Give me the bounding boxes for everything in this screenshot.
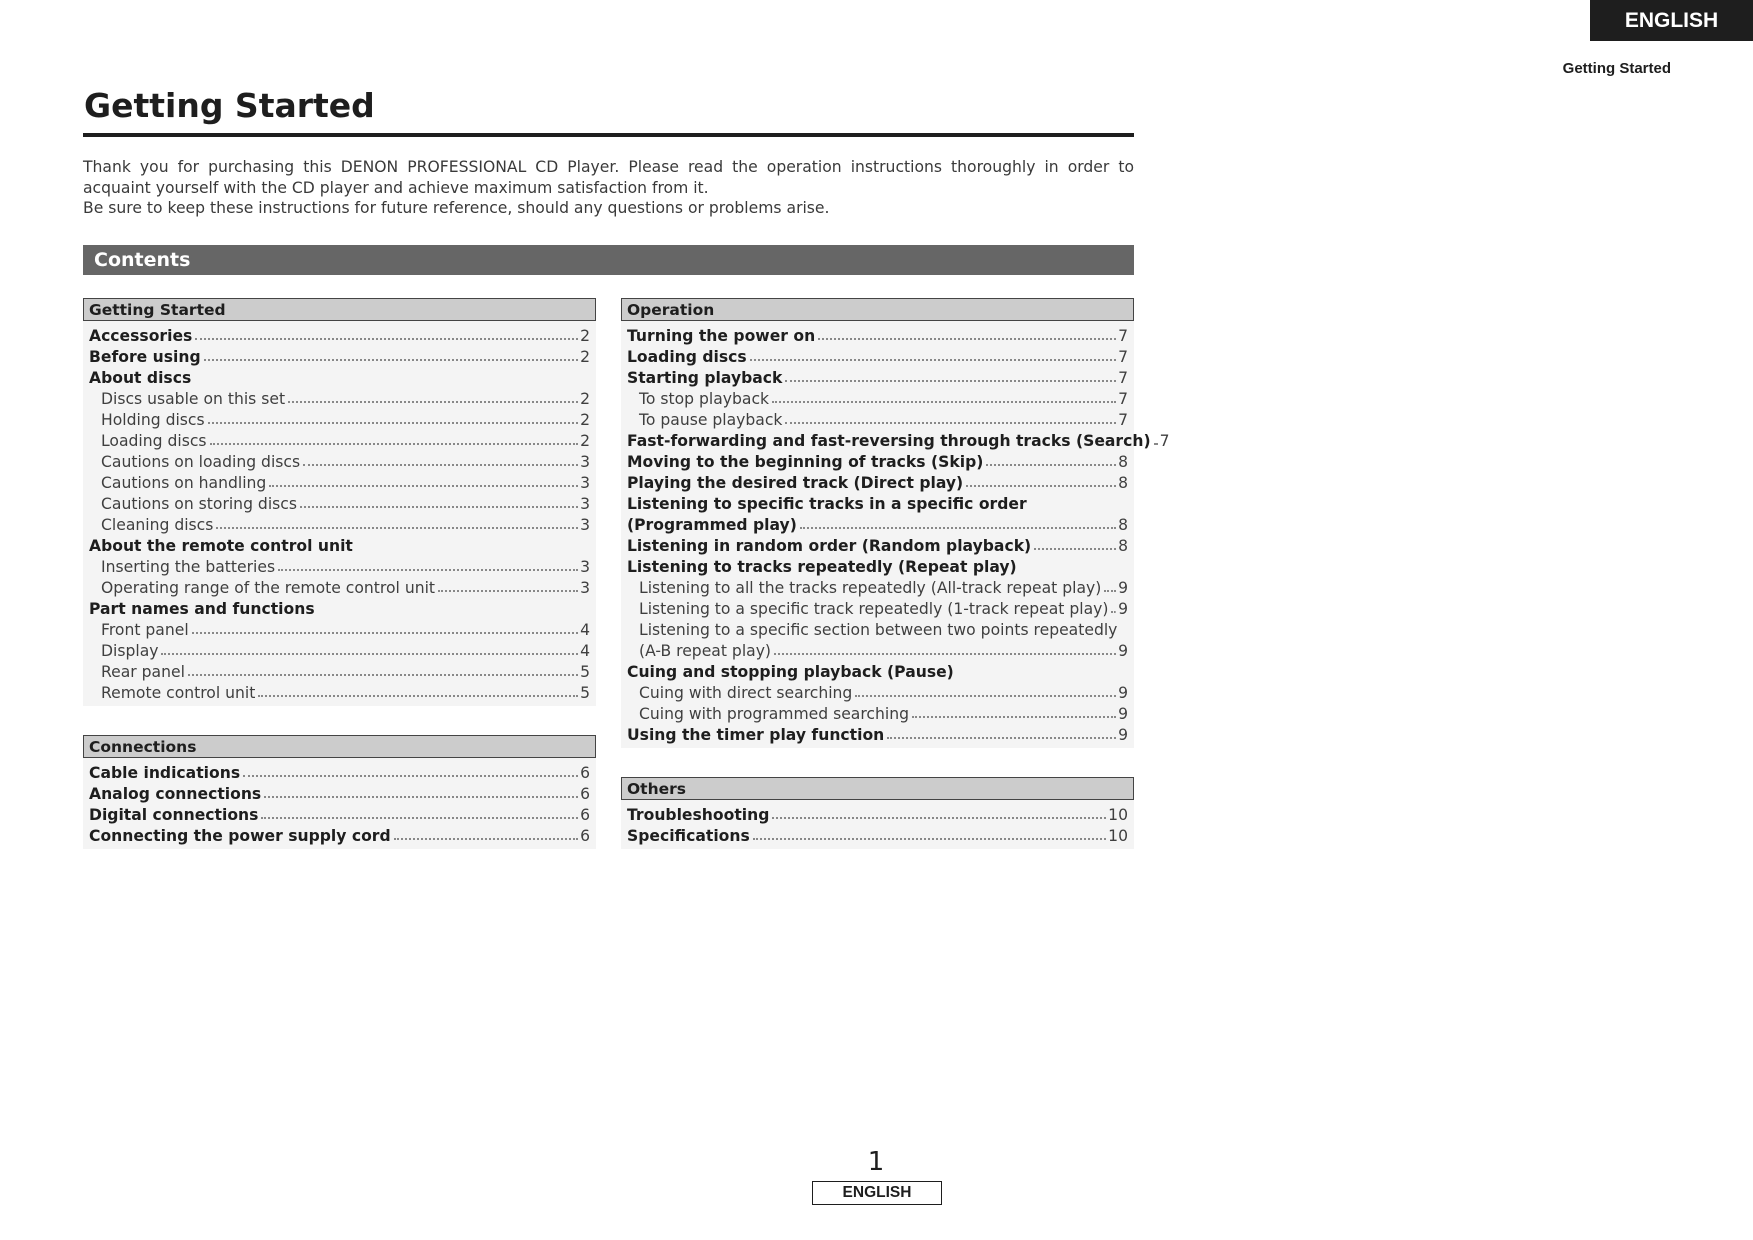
toc-entry-label: Before using — [89, 348, 201, 366]
toc-entry-label: (A-B repeat play) — [639, 642, 772, 660]
toc-section-heading: Connections — [83, 735, 596, 758]
dot-leader — [774, 653, 1116, 655]
dot-leader — [188, 674, 578, 676]
dot-leader — [887, 737, 1116, 739]
toc-entry-label: Listening to a specific track repeatedly (1-track repeat play) — [639, 600, 1109, 618]
toc-section-operation — [621, 298, 1170, 748]
toc-entry — [89, 824, 590, 845]
toc-entry-page: 8 — [1118, 537, 1128, 555]
toc-entry-page: 8 — [1118, 453, 1128, 471]
dot-leader — [912, 716, 1116, 718]
contents-heading: Contents — [83, 245, 1134, 275]
dot-leader — [258, 695, 578, 697]
toc-entry-page: 2 — [580, 390, 590, 408]
toc-entry-page: 6 — [580, 785, 590, 803]
toc-entry — [89, 450, 590, 471]
toc-entry-page: 6 — [580, 806, 590, 824]
toc-entry-page: 10 — [1108, 827, 1128, 845]
toc-entry-page: 2 — [580, 327, 590, 345]
toc-entry-label: Fast-forwarding and fast-reversing through tracks (Search) — [627, 432, 1151, 450]
toc-entry-label: Troubleshooting — [627, 806, 770, 824]
dot-leader — [204, 359, 578, 361]
toc-entry-page: 5 — [580, 663, 590, 681]
dot-leader — [269, 485, 578, 487]
toc-entry-label: Part names and functions — [89, 600, 315, 618]
toc-entry — [627, 702, 1128, 723]
toc-entry-label: Listening to a specific section between two points repeatedly — [639, 621, 1118, 639]
toc-entry — [89, 387, 590, 408]
toc-entry-page: 3 — [580, 579, 590, 597]
toc-entry-label: Specifications — [627, 827, 750, 845]
toc-entry-page: 4 — [580, 642, 590, 660]
page-number: 1 — [867, 1147, 885, 1177]
dot-leader — [1111, 611, 1116, 613]
toc-entry-label: To stop playback — [639, 390, 770, 408]
toc-entry-label: Cuing with programmed searching — [639, 705, 909, 723]
toc-entry-page: 9 — [1118, 579, 1128, 597]
toc-section-heading: Others — [621, 777, 1134, 800]
toc-entry-label: Listening in random order (Random playback) — [627, 537, 1032, 555]
toc-entry-page: 9 — [1118, 726, 1128, 744]
toc-entry-label: Connecting the power supply cord — [89, 827, 391, 845]
toc-entry-page: 6 — [580, 827, 590, 845]
dot-leader — [1104, 590, 1116, 592]
toc-entry-label: Listening to specific tracks in a specific order — [627, 495, 1027, 513]
dot-leader — [261, 817, 578, 819]
dot-leader — [303, 464, 578, 466]
toc-entry-label: Cautions on loading discs — [101, 453, 301, 471]
toc-entry-label: Display — [101, 642, 159, 660]
toc-entry-page: 9 — [1118, 684, 1128, 702]
toc-entry — [89, 513, 590, 534]
toc-entry-page: 8 — [1118, 474, 1128, 492]
toc-entry-page: 3 — [580, 516, 590, 534]
toc-entry-page: 3 — [580, 558, 590, 576]
dot-leader — [855, 695, 1116, 697]
toc-entry-label: Cautions on storing discs — [101, 495, 297, 513]
toc-entry-page: 7 — [1118, 411, 1128, 429]
toc-entry — [627, 450, 1128, 471]
toc-entry-label: Moving to the beginning of tracks (Skip) — [627, 453, 984, 471]
dot-leader — [772, 401, 1116, 403]
toc-entry-page: 4 — [580, 621, 590, 639]
toc-entry-label: Listening to all the tracks repeatedly (All-track repeat play) — [639, 579, 1102, 597]
dot-leader — [753, 838, 1106, 840]
toc-entry-label: Rear panel — [101, 663, 185, 681]
toc-entry — [627, 576, 1128, 597]
toc-entry-label: Discs usable on this set — [101, 390, 286, 408]
toc-entry-label: Front panel — [101, 621, 189, 639]
toc-entry — [89, 534, 590, 555]
toc-entry-page: 9 — [1118, 705, 1128, 723]
toc-entry-label: Using the timer play function — [627, 726, 885, 744]
toc-entry-label: Cleaning discs — [101, 516, 214, 534]
toc-list — [83, 758, 596, 849]
toc-entry — [627, 429, 1170, 450]
toc-entry — [89, 761, 590, 782]
toc-entry — [627, 345, 1128, 366]
dot-leader — [264, 796, 578, 798]
toc-entry-label: (Programmed play) — [627, 516, 797, 534]
toc-entry — [627, 824, 1128, 845]
dot-leader — [216, 527, 578, 529]
toc-entry-page: 3 — [580, 474, 590, 492]
toc-entry-label: Cautions on handling — [101, 474, 267, 492]
dot-leader — [192, 632, 578, 634]
toc-entry — [89, 555, 590, 576]
toc-list — [83, 321, 596, 706]
toc-entry-label: Remote control unit — [101, 684, 256, 702]
toc-entry — [89, 492, 590, 513]
toc-entry-page: 7 — [1118, 390, 1128, 408]
dot-leader — [278, 569, 578, 571]
toc-entry — [627, 639, 1128, 660]
toc-entry-page: 2 — [580, 411, 590, 429]
toc-entry-page: 3 — [580, 453, 590, 471]
toc-entry-label: About discs — [89, 369, 192, 387]
toc-list — [621, 800, 1134, 849]
toc-entry — [627, 324, 1128, 345]
toc-entry — [89, 681, 590, 702]
toc-entry-label: Operating range of the remote control unit — [101, 579, 436, 597]
toc-entry-page: 6 — [580, 764, 590, 782]
toc-entry-page: 5 — [580, 684, 590, 702]
toc-entry — [627, 803, 1128, 824]
toc-entry — [627, 408, 1128, 429]
toc-entry — [627, 534, 1128, 555]
dot-leader — [161, 653, 578, 655]
dot-leader — [986, 464, 1116, 466]
toc-entry — [89, 639, 590, 660]
intro-text — [83, 157, 1134, 219]
dot-leader — [750, 359, 1116, 361]
footer-language-label: ENGLISH — [812, 1181, 942, 1205]
dot-leader — [1034, 548, 1116, 550]
language-tab: ENGLISH — [1590, 0, 1753, 41]
running-head: Getting Started — [1562, 60, 1671, 77]
intro-paragraph-1: Thank you for purchasing this DENON PROFESSIONAL CD Player. Please read the operation instructions thoroughly in order to acquaint yourself with the CD player and achieve maximum satisfaction from it. — [83, 158, 1134, 197]
dot-leader — [772, 817, 1106, 819]
toc-entry — [89, 576, 590, 597]
toc-section-getting-started — [83, 298, 596, 706]
toc-entry-label: Inserting the batteries — [101, 558, 276, 576]
dot-leader — [195, 338, 578, 340]
toc-entry-label: To pause playback — [639, 411, 783, 429]
toc-entry-label: Loading discs — [627, 348, 747, 366]
toc-entry — [89, 408, 590, 429]
toc-entry-label: Loading discs — [101, 432, 207, 450]
page-title: Getting Started — [84, 86, 375, 125]
toc-entry-page: 2 — [580, 348, 590, 366]
toc-entry-label: Holding discs — [101, 411, 205, 429]
dot-leader — [300, 506, 578, 508]
dot-leader — [288, 401, 578, 403]
toc-entry — [627, 366, 1128, 387]
toc-entry — [89, 345, 590, 366]
toc-entry-page: 7 — [1159, 432, 1170, 450]
toc-entry-page: 7 — [1118, 369, 1128, 387]
toc-entry-page: 2 — [580, 432, 590, 450]
dot-leader — [785, 380, 1116, 382]
toc-entry-label: Cuing and stopping playback (Pause) — [627, 663, 954, 681]
toc-entry-label: Playing the desired track (Direct play) — [627, 474, 964, 492]
toc-entry-label: Starting playback — [627, 369, 783, 387]
toc-entry-page: 9 — [1118, 642, 1128, 660]
toc-entry-label: Analog connections — [89, 785, 262, 803]
toc-entry — [89, 618, 590, 639]
intro-paragraph-2: Be sure to keep these instructions for future reference, should any questions or problems arise. — [83, 199, 830, 217]
dot-leader — [438, 590, 578, 592]
toc-entry — [627, 618, 1128, 639]
toc-entry-page: 9 — [1118, 600, 1128, 618]
toc-entry-page: 7 — [1118, 327, 1128, 345]
toc-entry — [627, 723, 1128, 744]
toc-entry — [89, 429, 590, 450]
toc-entry-page: 8 — [1118, 516, 1128, 534]
dot-leader — [394, 838, 578, 840]
toc-entry — [89, 597, 590, 618]
toc-entry — [627, 387, 1128, 408]
dot-leader — [966, 485, 1116, 487]
toc-list — [621, 321, 1170, 748]
toc-entry — [89, 471, 590, 492]
toc-entry — [627, 492, 1128, 513]
toc-entry — [89, 803, 590, 824]
dot-leader — [210, 443, 579, 445]
dot-leader — [208, 422, 578, 424]
toc-entry — [627, 660, 1128, 681]
toc-entry — [89, 782, 590, 803]
toc-section-connections — [83, 735, 596, 849]
toc-entry — [627, 513, 1128, 534]
toc-entry-label: Turning the power on — [627, 327, 816, 345]
toc-entry-page: 3 — [580, 495, 590, 513]
toc-entry — [627, 681, 1128, 702]
toc-section-heading: Operation — [621, 298, 1134, 321]
toc-entry-page: 7 — [1118, 348, 1128, 366]
dot-leader — [800, 527, 1116, 529]
dot-leader — [1154, 443, 1158, 445]
dot-leader — [243, 775, 578, 777]
toc-entry-label: Cable indications — [89, 764, 241, 782]
toc-entry — [627, 471, 1128, 492]
toc-entry — [89, 660, 590, 681]
toc-entry-label: Cuing with direct searching — [639, 684, 853, 702]
toc-entry — [627, 555, 1128, 576]
toc-entry — [89, 366, 590, 387]
toc-section-heading: Getting Started — [83, 298, 596, 321]
toc-entry-page: 10 — [1108, 806, 1128, 824]
dot-leader — [818, 338, 1116, 340]
toc-entry — [89, 324, 590, 345]
toc-entry-label: Accessories — [89, 327, 193, 345]
toc-entry-label: About the remote control unit — [89, 537, 353, 555]
toc-entry-label: Listening to tracks repeatedly (Repeat play) — [627, 558, 1017, 576]
toc-entry — [627, 597, 1128, 618]
toc-section-others — [621, 777, 1134, 849]
toc-entry-label: Digital connections — [89, 806, 259, 824]
dot-leader — [785, 422, 1116, 424]
title-rule — [83, 133, 1134, 137]
